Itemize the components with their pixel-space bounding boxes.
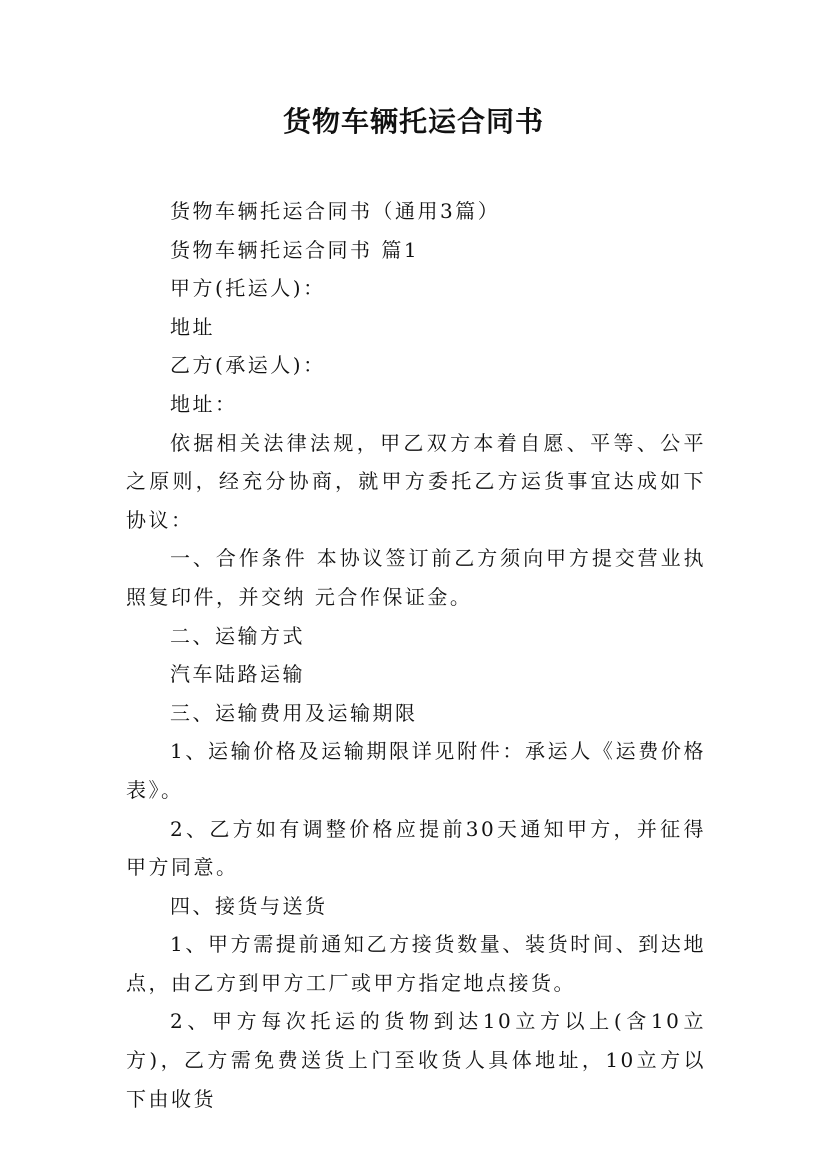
paragraph-section-3-item-2: 2、乙方如有调整价格应提前30天通知甲方，并征得甲方同意。	[126, 816, 706, 880]
paragraph-address-a: 地址	[170, 314, 215, 339]
paragraph-section-3-item-1: 1、运输价格及运输期限详见附件：承运人《运费价格表》。	[126, 739, 706, 802]
paragraph-section-2-heading: 二、运输方式	[170, 623, 305, 648]
paragraph-subtitle: 货物车辆托运合同书（通用3篇）	[170, 199, 501, 223]
paragraph-part-heading: 货物车辆托运合同书 篇1	[170, 237, 420, 262]
paragraph-transport-method: 汽车陆路运输	[170, 662, 305, 687]
paragraph-preamble: 依据相关法律法规，甲乙双方本着自愿、平等、公平之原则，经充分协商，就甲方委托乙方运货事宜达成如下协议：	[126, 430, 706, 532]
paragraph-party-b: 乙方(承运人)：	[170, 353, 326, 378]
paragraph-section-4-item-2: 2、甲方每次托运的货物到达10立方以上(含10立方)，乙方需免费送货上门至收货人具体地址，10立方以下由收货	[126, 1009, 706, 1111]
paragraph-section-4-item-1: 1、甲方需提前通知乙方接货数量、装货时间、到达地点，由乙方到甲方工厂或甲方指定地点接货。	[126, 932, 706, 995]
paragraph-address-b: 地址：	[170, 391, 238, 416]
document-body	[126, 192, 706, 1118]
paragraph-section-4-heading: 四、接货与送货	[170, 893, 328, 918]
document-title: 货物车辆托运合同书	[282, 105, 544, 138]
paragraph-party-a: 甲方(托运人)：	[170, 276, 326, 301]
paragraph-section-1: 一、合作条件 本协议签订前乙方须向甲方提交营业执照复印件，并交纳 元合作保证金。	[126, 546, 706, 609]
paragraph-section-3-heading: 三、运输费用及运输期限	[170, 700, 418, 725]
